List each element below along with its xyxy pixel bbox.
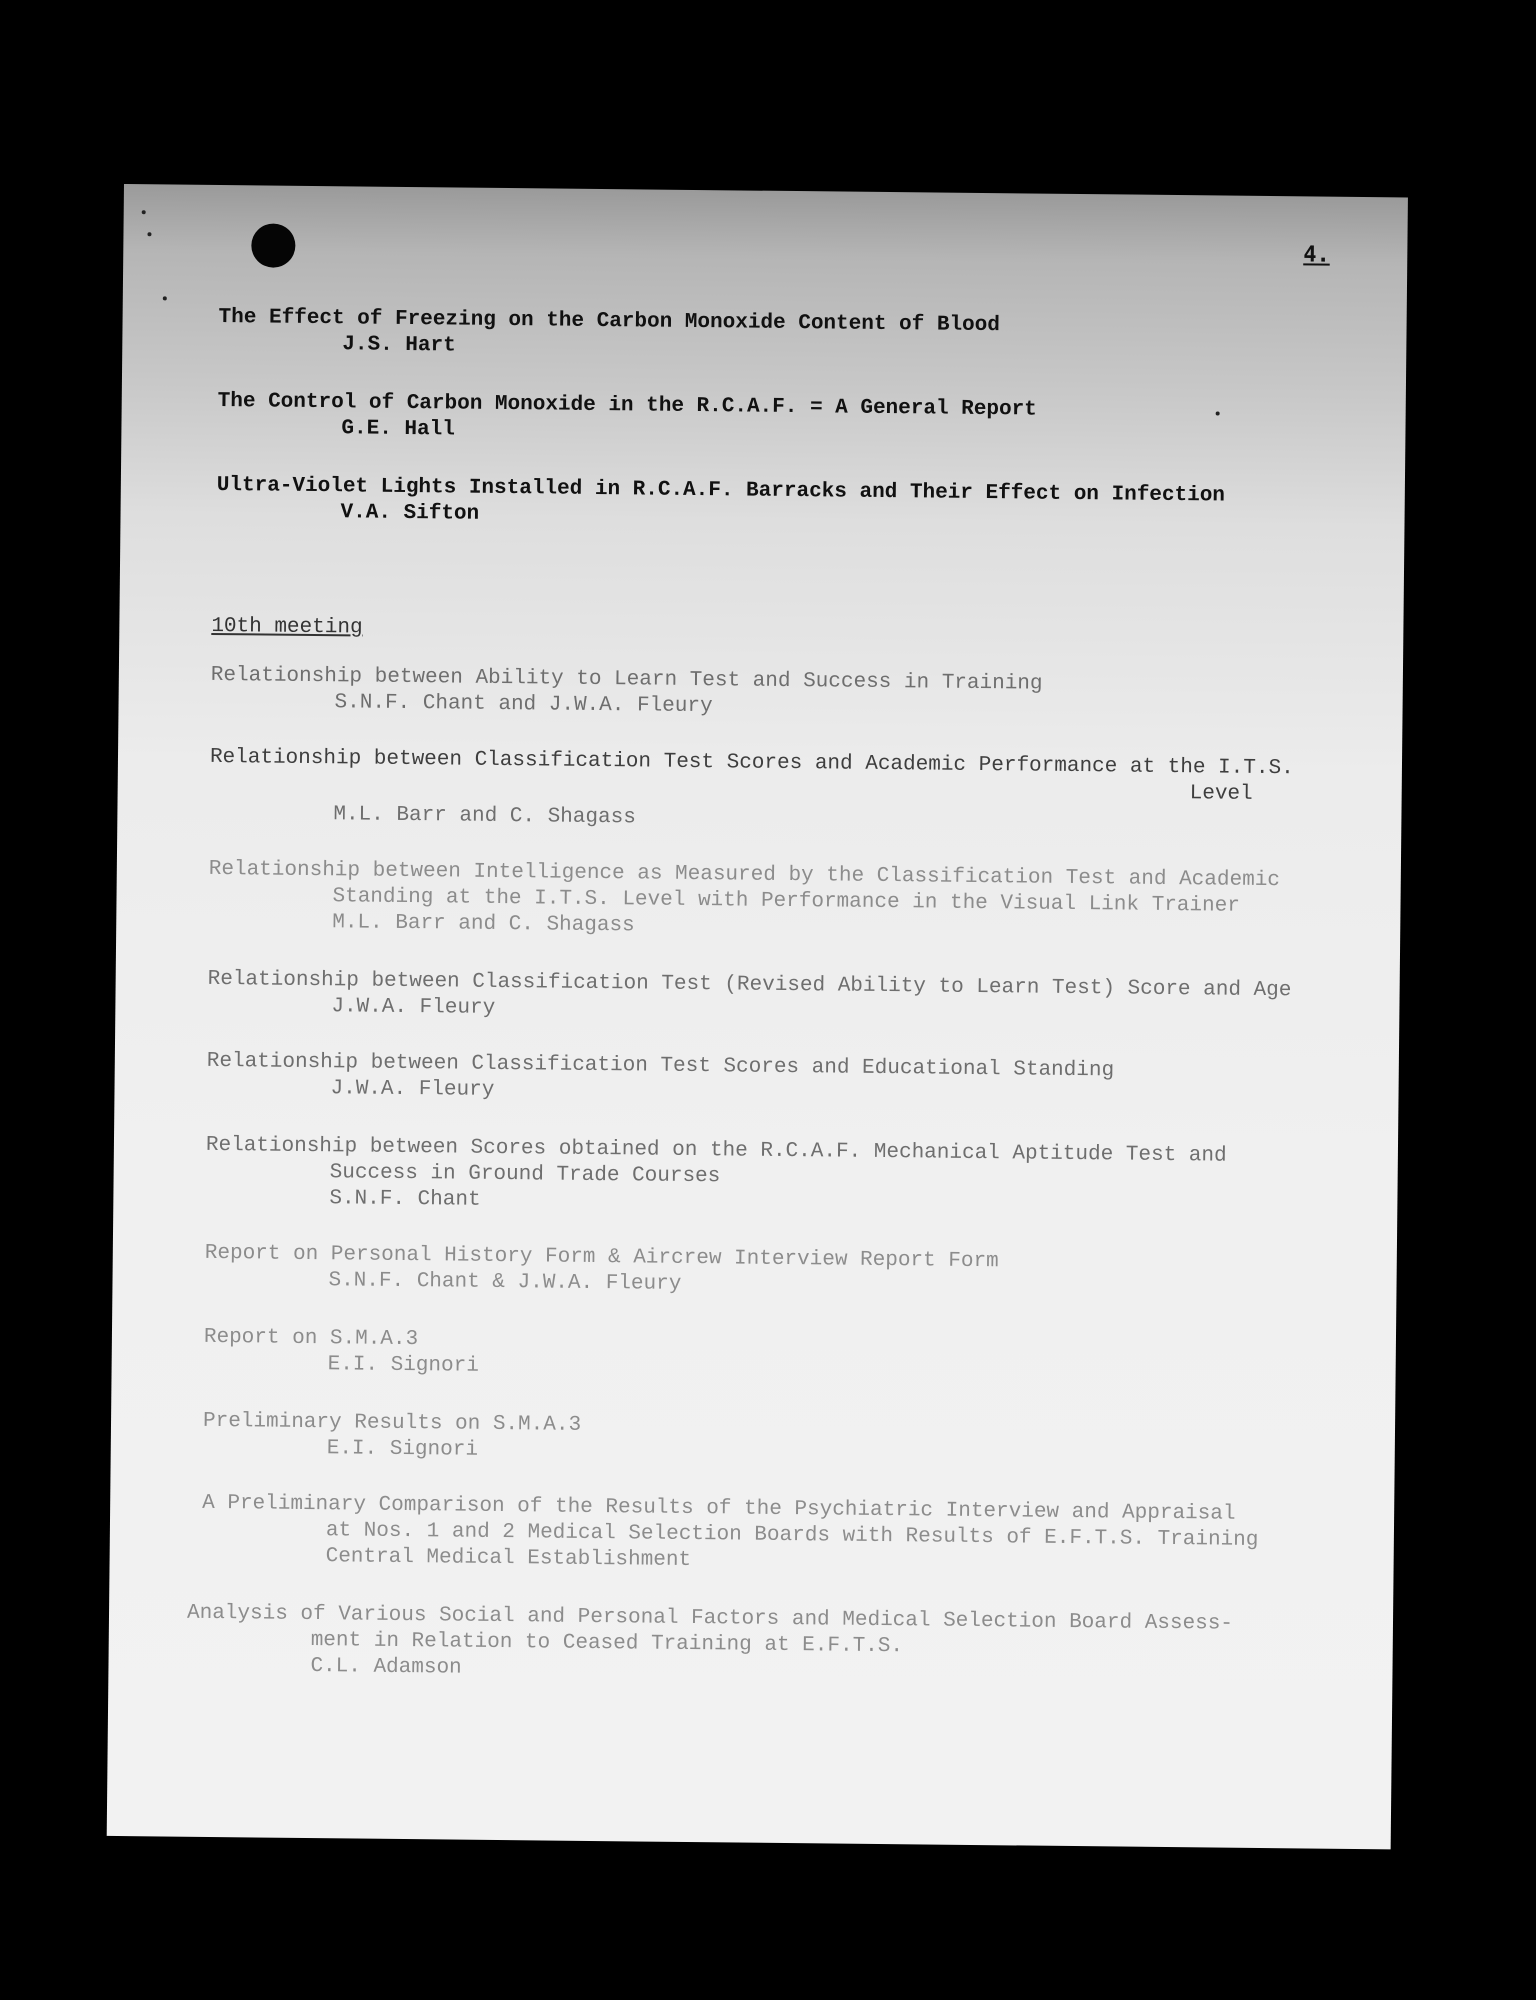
entry-title: The Effect of Freezing on the Carbon Monoxide Content of Blood — [218, 305, 1001, 338]
entry-title: Relationship between Intelligence as Measured by the Classification Test and Academic — [208, 857, 1281, 893]
entry-co-freezing — [218, 305, 1000, 365]
entry-co-control — [217, 389, 1037, 450]
entry-author: M.L. Barr and C. Shagass — [332, 911, 635, 938]
entry-ability-training — [210, 663, 1042, 724]
entry-title: Relationship between Scores obtained on the R.C.A.F. Mechanical Aptitude Test and — [205, 1133, 1227, 1168]
entry-author: E.I. Signori — [327, 1353, 479, 1378]
entry-author: V.A. Sifton — [340, 501, 480, 526]
entry-title-continuation: Level — [1189, 782, 1253, 806]
entry-title: Preliminary Results on S.M.A.3 — [202, 1409, 582, 1437]
entry-author: S.N.F. Chant — [329, 1187, 481, 1212]
entry-author: J.W.A. Fleury — [331, 995, 496, 1020]
entry-title-continuation: Success in Ground Trade Courses — [329, 1161, 721, 1189]
entry-author: Central Medical Establishment — [325, 1545, 692, 1573]
entry-uv-lights — [216, 473, 1225, 536]
punch-hole — [251, 223, 295, 267]
entry-mechanical-aptitude — [205, 1133, 1227, 1222]
entry-title-continuation: at Nos. 1 and 2 Medical Selection Boards with Results of E.F.T.S. Training — [325, 1519, 1259, 1552]
entry-title: Relationship between Ability to Learn Test and Success in Training — [210, 663, 1043, 696]
entry-classification-academic — [209, 745, 1294, 838]
entry-personal-history — [204, 1241, 998, 1301]
entry-title: Analysis of Various Social and Personal Factors and Medical Selection Board Assess- — [186, 1601, 1234, 1636]
entry-title: Relationship between Classification Test (Revised Ability to Learn Test) Score and Age — [207, 967, 1292, 1003]
entry-title-continuation: Standing at the I.T.S. Level with Performance in the Visual Link Trainer — [332, 885, 1240, 918]
entry-classification-age — [207, 967, 1291, 1030]
entry-author: C.L. Adamson — [310, 1655, 462, 1680]
section-heading: 10th meeting — [211, 614, 363, 640]
entry-author: S.N.F. Chant & J.W.A. Fleury — [328, 1269, 682, 1296]
entry-title: Ultra-Violet Lights Installed in R.C.A.F. Barracks and Their Effect on Infection — [216, 473, 1226, 508]
entry-author: G.E. Hall — [341, 417, 455, 442]
speck — [1216, 411, 1220, 415]
page-number: 4. — [1303, 242, 1330, 268]
entry-title: Relationship between Classification Test Scores and Academic Performance at the I.T.S. — [209, 745, 1294, 781]
entry-classification-education — [206, 1049, 1114, 1110]
entry-author: J.S. Hart — [342, 333, 456, 358]
entry-title: Relationship between Classification Test Scores and Educational Standing — [206, 1049, 1115, 1083]
entry-title: Report on S.M.A.3 — [203, 1325, 419, 1352]
entry-author: S.N.F. Chant and J.W.A. Fleury — [334, 691, 713, 719]
entry-social-factors — [186, 1601, 1233, 1690]
entry-title-continuation: ment in Relation to Ceased Training at E.F.T.S. — [310, 1629, 904, 1659]
entry-author: E.I. Signori — [326, 1437, 479, 1462]
entry-intelligence-link-trainer — [208, 857, 1280, 946]
speck — [147, 232, 151, 236]
entry-psychiatric-comparison — [202, 1491, 1259, 1580]
entry-author: J.W.A. Fleury — [330, 1077, 495, 1102]
document-page — [107, 184, 1408, 1849]
entry-author: M.L. Barr and C. Shagass — [333, 803, 636, 830]
entry-sma3-preliminary — [203, 1409, 582, 1465]
entry-sma3-report — [204, 1325, 480, 1380]
entry-title: Report on Personal History Form & Aircrew Interview Report Form — [204, 1241, 999, 1274]
speck — [163, 296, 167, 300]
entry-title: A Preliminary Comparison of the Results of the Psychiatric Interview and Appraisal — [202, 1491, 1236, 1526]
speck — [142, 210, 146, 214]
entry-title: The Control of Carbon Monoxide in the R.C.A.F. = A General Report — [217, 389, 1037, 422]
